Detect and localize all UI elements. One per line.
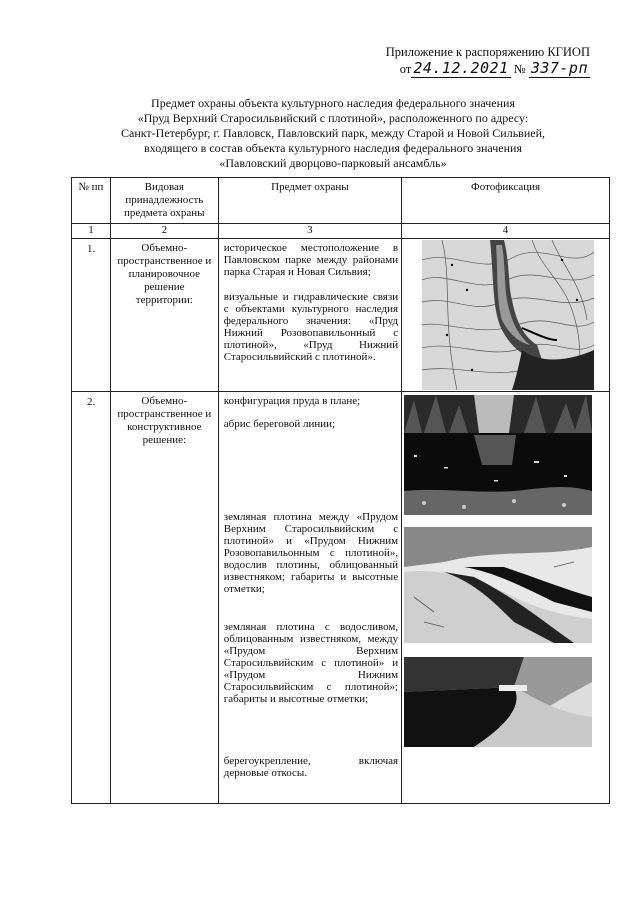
order-number: 337-рп xyxy=(530,59,588,77)
row-kind: Объемно-пространственное и планировочное решение территории: xyxy=(110,239,218,392)
table-row xyxy=(72,392,610,804)
col-number: 2 xyxy=(110,224,218,239)
row-number: 1. xyxy=(72,239,111,392)
subject-item: визуальные и гидравлические связи с объектами культурного наследия федерального значения: «Пруд Нижний Розовопавильонный с плотиной», «Пруд Нижний Старосильвийский с плотиной». xyxy=(223,291,399,363)
subject-item: конфигурация пруда в плане; xyxy=(223,395,361,407)
col-header-num: № пп xyxy=(72,178,111,224)
row-photo-cell xyxy=(402,239,610,392)
row-photo-cell xyxy=(402,392,610,804)
col-header-photo: Фотофиксация xyxy=(402,178,610,224)
pond-photo xyxy=(404,395,592,515)
column-number-row xyxy=(72,224,610,239)
topographic-map-photo xyxy=(422,240,594,390)
subject-item: берегоукрепление, включая дерновые откосы. xyxy=(223,755,399,779)
appendix-block xyxy=(386,44,590,77)
title-line-1: Предмет охраны объекта культурного наследия федерального значения xyxy=(151,96,515,110)
appendix-date-line xyxy=(386,60,590,77)
title-line-3: Санкт-Петербург, г. Павловск, Павловский парк, между Старой и Новой Сильвией, xyxy=(120,126,546,140)
dam-spillway-photo xyxy=(404,527,592,643)
col-number: 1 xyxy=(72,224,111,239)
row-kind: Объемно-пространственное и конструктивное решение: xyxy=(110,392,218,804)
table-header-row xyxy=(72,178,610,224)
col-header-kind: Видовая принадлежность предмета охраны xyxy=(110,178,218,224)
col-number: 4 xyxy=(402,224,610,239)
title-line-5: «Павловский дворцово-парковый ансамбль» xyxy=(219,156,447,170)
appendix-line: Приложение к распоряжению КГИОП xyxy=(385,45,590,59)
subject-item: историческое местоположение в Павловском парке между районами парка Старая и Новая Сильвия; xyxy=(223,242,399,278)
order-date: 24.12.2021 xyxy=(413,59,509,77)
row-subject xyxy=(218,392,401,804)
row-subject xyxy=(218,239,401,392)
dam-bank-photo xyxy=(404,657,592,747)
subject-item: земляная плотина с водосливом, облицованным известняком, между «Прудом Верхним Старосильвийским с плотиной» и «Прудом Нижним Старосильвийским с плотиной»; габариты и высотные отметки; xyxy=(223,621,399,705)
ot-label: от xyxy=(399,62,412,76)
title-line-4: входящего в состав объекта культурного наследия федерального значения xyxy=(144,141,522,155)
row-number: 2. xyxy=(72,392,111,804)
title-line-2: «Пруд Верхний Старосильвийский с плотиной», расположенного по адресу: xyxy=(137,111,529,125)
table-row xyxy=(72,239,610,392)
document-title xyxy=(98,96,568,171)
subject-item: абрис береговой линии; xyxy=(223,418,336,430)
col-header-subject: Предмет охраны xyxy=(218,178,401,224)
protection-table xyxy=(71,177,610,804)
subject-item: земляная плотина между «Прудом Верхним Старосильвийским с плотиной» и «Прудом Нижним Розовопавильонным с плотиной», водослив плотины, облицованный известняком; габариты и высотные отметки; xyxy=(223,511,399,595)
col-number: 3 xyxy=(218,224,401,239)
number-label: № xyxy=(513,62,526,76)
